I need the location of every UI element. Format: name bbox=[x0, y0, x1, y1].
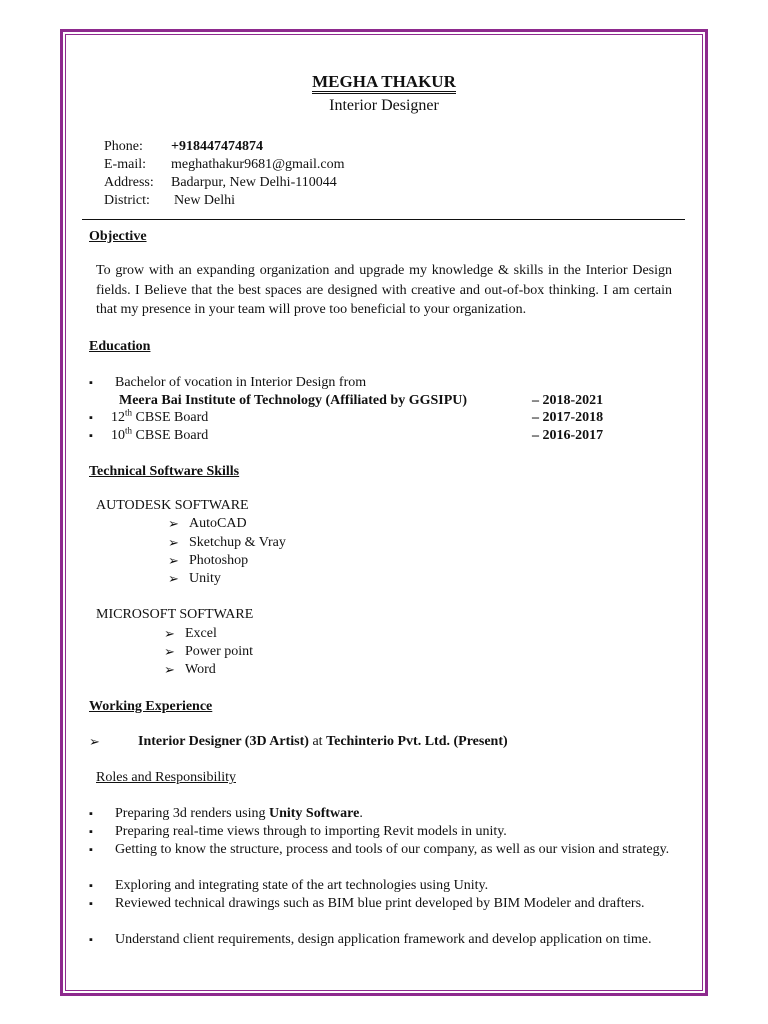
skill-item: Excel bbox=[185, 626, 217, 641]
district-label: District: bbox=[104, 193, 150, 208]
bullet-icon: ▪ bbox=[89, 377, 93, 389]
responsibility-text: Preparing 3d renders using bbox=[115, 806, 269, 821]
education-years-10th: – 2016-2017 bbox=[532, 428, 604, 443]
education-10th-text: CBSE Board bbox=[132, 428, 209, 443]
arrow-bullet-icon: ➢ bbox=[168, 571, 179, 586]
bullet-icon: ▪ bbox=[89, 430, 93, 442]
arrow-bullet-icon: ➢ bbox=[168, 516, 179, 531]
skill-group-microsoft: MICROSOFT SOFTWARE bbox=[96, 607, 254, 622]
education-12th-text: CBSE Board bbox=[132, 410, 209, 425]
arrow-bullet-icon: ➢ bbox=[89, 734, 100, 749]
experience-at: at bbox=[308, 734, 327, 749]
education-12th bbox=[111, 409, 208, 427]
experience-company: Techinterio Pvt. Ltd. (Present) bbox=[326, 734, 508, 749]
objective-heading: Objective bbox=[89, 229, 147, 244]
bullet-icon: ▪ bbox=[89, 826, 93, 838]
arrow-bullet-icon: ➢ bbox=[164, 662, 175, 677]
bullet-icon: ▪ bbox=[89, 808, 93, 820]
phone-label: Phone: bbox=[104, 139, 143, 154]
skill-item: Sketchup & Vray bbox=[189, 535, 286, 550]
bullet-icon: ▪ bbox=[89, 412, 93, 424]
responsibility-item: Understand client requirements, design application framework and develop application on time. bbox=[115, 932, 652, 947]
education-years-degree: – 2018-2021 bbox=[532, 393, 604, 408]
education-10th-sup: th bbox=[125, 425, 133, 436]
skill-item: Photoshop bbox=[189, 553, 249, 568]
education-institute: Meera Bai Institute of Technology (Affiliated by GGSIPU) bbox=[119, 393, 468, 408]
experience-heading: Working Experience bbox=[89, 699, 213, 714]
skill-item: AutoCAD bbox=[189, 516, 247, 531]
candidate-name bbox=[0, 72, 768, 92]
skills-heading: Technical Software Skills bbox=[89, 464, 240, 479]
address-value: Badarpur, New Delhi-110044 bbox=[171, 175, 337, 190]
phone-value: +918447474874 bbox=[171, 139, 263, 154]
header-divider bbox=[82, 219, 685, 220]
responsibility-text: . bbox=[359, 806, 363, 821]
arrow-bullet-icon: ➢ bbox=[168, 553, 179, 568]
experience-position bbox=[138, 733, 508, 751]
bullet-icon: ▪ bbox=[89, 898, 93, 910]
skill-item: Word bbox=[185, 662, 216, 677]
address-label: Address: bbox=[104, 175, 154, 190]
education-degree: Bachelor of vocation in Interior Design from bbox=[115, 375, 367, 390]
responsibility-item bbox=[115, 805, 363, 823]
candidate-name-text: MEGHA THAKUR bbox=[312, 72, 456, 94]
bullet-icon: ▪ bbox=[89, 844, 93, 856]
education-12th-sup: th bbox=[125, 407, 133, 418]
objective-text: To grow with an expanding organization and upgrade my knowledge & skills in the Interior Design fields. I Believe that the best spaces are designed with creative and out-of-box thinking. I am certain that my presence in your team will prove too beneficial to your organization. bbox=[96, 263, 672, 317]
education-12th-num: 12 bbox=[111, 410, 125, 425]
email-label: E-mail: bbox=[104, 157, 146, 172]
education-10th-num: 10 bbox=[111, 428, 125, 443]
experience-role: Interior Designer (3D Artist) bbox=[138, 734, 309, 749]
bullet-icon: ▪ bbox=[89, 880, 93, 892]
responsibility-item: Exploring and integrating state of the art technologies using Unity. bbox=[115, 878, 489, 893]
arrow-bullet-icon: ➢ bbox=[168, 535, 179, 550]
candidate-title: Interior Designer bbox=[329, 97, 439, 114]
email-value: meghathakur9681@gmail.com bbox=[171, 157, 345, 172]
skill-group-autodesk: AUTODESK SOFTWARE bbox=[96, 498, 249, 513]
arrow-bullet-icon: ➢ bbox=[164, 626, 175, 641]
arrow-bullet-icon: ➢ bbox=[164, 644, 175, 659]
responsibility-bold: Unity Software bbox=[268, 806, 360, 821]
education-10th bbox=[111, 427, 208, 445]
education-years-12th: – 2017-2018 bbox=[532, 410, 604, 425]
skill-item: Unity bbox=[189, 571, 221, 586]
responsibility-item: Preparing real-time views through to importing Revit models in unity. bbox=[115, 824, 507, 839]
roles-heading: Roles and Responsibility bbox=[96, 770, 236, 785]
responsibility-item: Reviewed technical drawings such as BIM blue print developed by BIM Modeler and drafters. bbox=[115, 896, 645, 911]
education-heading: Education bbox=[89, 339, 151, 354]
responsibility-item: Getting to know the structure, process and tools of our company, as well as our vision and strategy. bbox=[115, 842, 670, 857]
district-value: New Delhi bbox=[174, 193, 236, 208]
bullet-icon: ▪ bbox=[89, 934, 93, 946]
skill-item: Power point bbox=[185, 644, 254, 659]
